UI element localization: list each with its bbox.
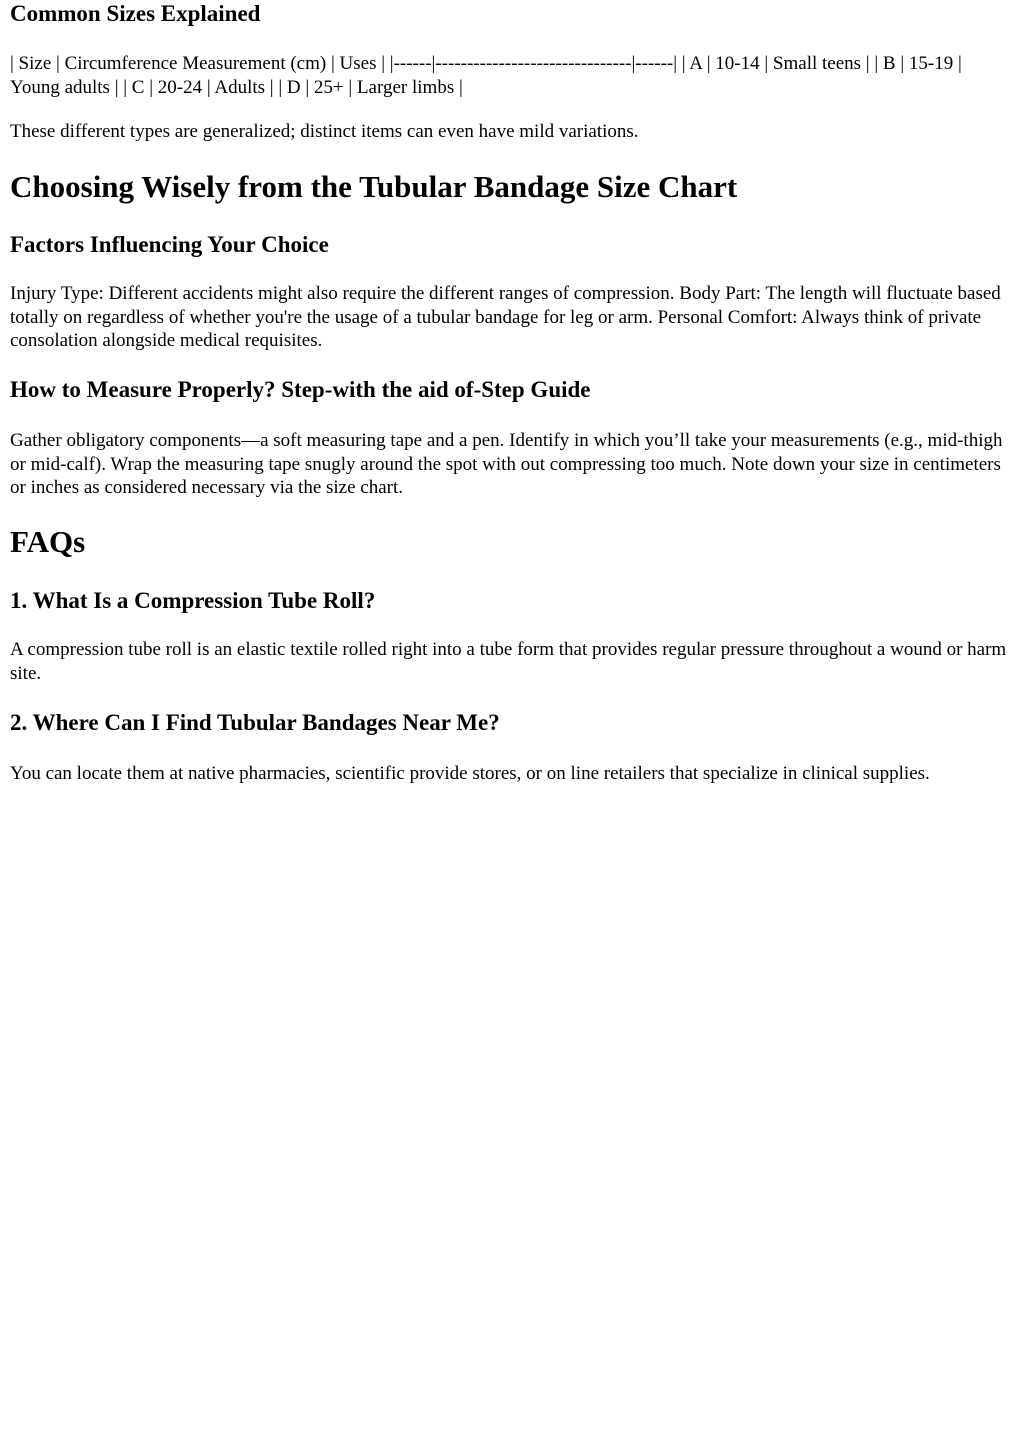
faq-1-question: 1. What Is a Compression Tube Roll? xyxy=(10,588,376,613)
faqs-heading: FAQs xyxy=(10,524,86,559)
choosing-heading: Choosing Wisely from the Tubular Bandage Size Chart xyxy=(10,169,738,204)
faq-2-question: 2. Where Can I Find Tubular Bandages Near Me? xyxy=(10,710,500,735)
size-table-text: | Size | Circumference Measurement (cm) | Uses | |------|-------------------------------|------| | A | 10-14 | Small teens | | B | 15-19 | Young adults | | C | 20-24 | Adults | | D | 25+ | Larger limbs | xyxy=(10,53,962,98)
common-sizes-heading: Common Sizes Explained xyxy=(10,1,261,26)
factors-paragraph: Injury Type: Different accidents might also require the different ranges of compression. Body Part: The length will fluctuate based totally on regardless of whether you're the usage of a tubular bandage for leg or arm. Personal Comfort: Always think of private consolation alongside medical requisites. xyxy=(10,283,1001,351)
measure-paragraph: Gather obligatory components—a soft measuring tape and a pen. Identify in which you’ll take your measurements (e.g., mid-thigh or mid-calf). Wrap the measuring tape snugly around the spot with out compressing too much. Note down your size in centimeters or inches as considered necessary via the size chart. xyxy=(10,430,1003,498)
factors-heading: Factors Influencing Your Choice xyxy=(10,232,329,257)
types-note: These different types are generalized; distinct items can even have mild variations. xyxy=(10,121,639,142)
measure-heading: How to Measure Properly? Step-with the aid of-Step Guide xyxy=(10,377,591,402)
faq-2-answer: You can locate them at native pharmacies, scientific provide stores, or on line retailers that specialize in clinical supplies. xyxy=(10,763,930,784)
faq-1-answer: A compression tube roll is an elastic textile rolled right into a tube form that provides regular pressure throughout a wound or harm site. xyxy=(10,639,1007,684)
